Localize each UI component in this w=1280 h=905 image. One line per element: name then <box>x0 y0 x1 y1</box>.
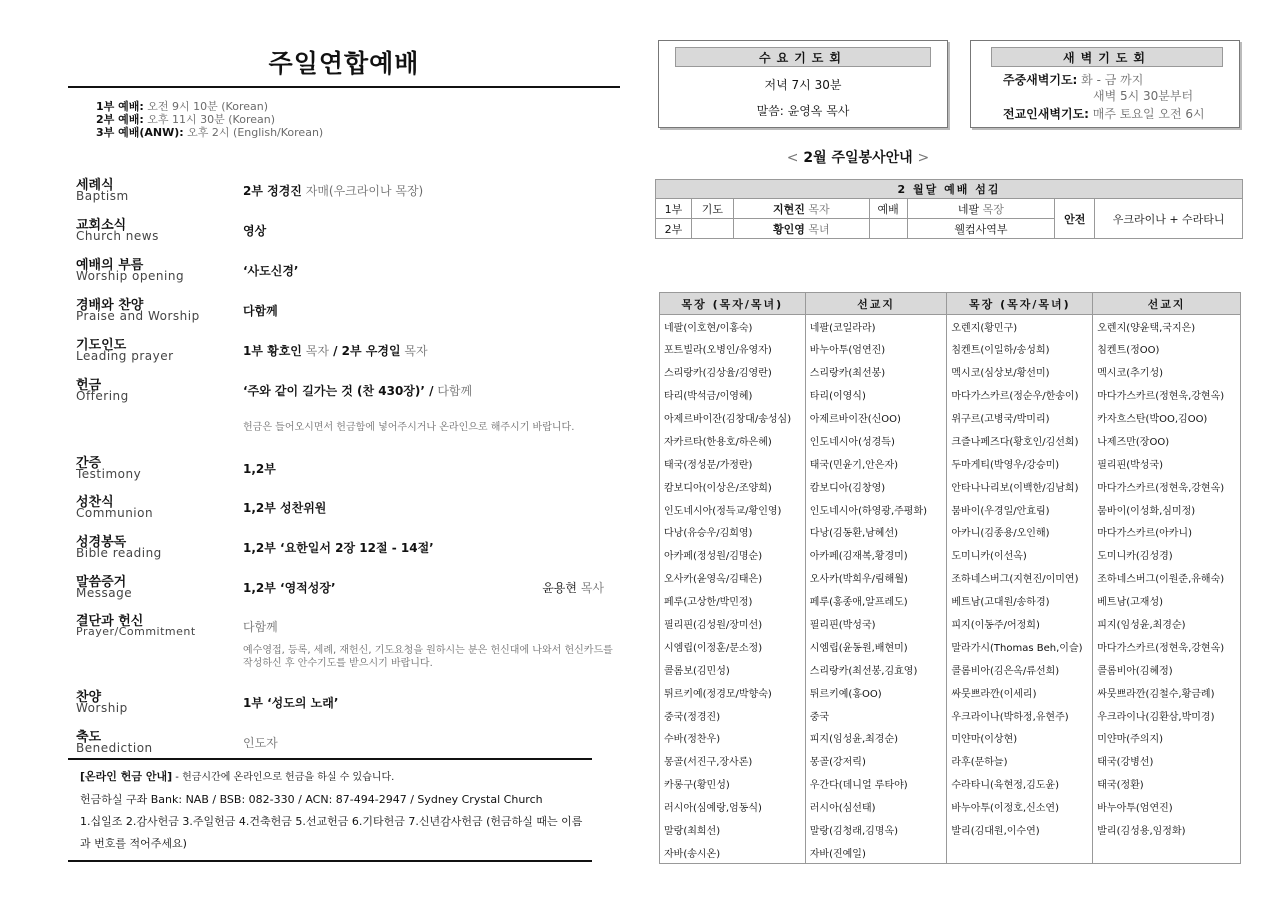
dawn-weekday-time: 새벽 5시 30분부터 <box>1093 89 1194 103</box>
mission-group-cell: 베트남(고대원/송하경) <box>947 589 1093 612</box>
mission-field-cell: 조하네스버그(이원준,유해숙) <box>1093 566 1241 589</box>
mission-group-cell: 네팔(이호현/이홍숙) <box>660 315 806 338</box>
mission-group-cell: 다낭(유승우/김희영) <box>660 521 806 544</box>
commitment-note: 예수영접, 등록, 세례, 재헌신, 기도요청을 원하시는 분은 헌신대에 나와서 헌신카드를 작성하신 후 안수기도를 받으시기 바랍니다. <box>243 645 613 669</box>
mission-field-cell: 마다가스카르(정현욱,강현옥) <box>1093 383 1241 406</box>
wednesday-prayer-box <box>658 40 948 128</box>
mission-header-group-1: 목장 (목자/목녀) <box>660 293 806 315</box>
mission-field-cell: 침켄트(정OO) <box>1093 337 1241 360</box>
mission-group-cell: 오렌지(황민구) <box>947 315 1093 338</box>
mission-field-cell: 중국 <box>805 704 947 727</box>
mission-group-cell: 튀르키예(정경모/박향숙) <box>660 681 806 704</box>
mission-field-cell: 스리랑카(최선봉) <box>805 360 947 383</box>
dawn-weekday-line: 주중새벽기도: 화 - 금 까지 <box>1003 73 1144 87</box>
table-row <box>660 704 1241 727</box>
mission-field-cell: 마다가스카르(정현욱,강현옥) <box>1093 475 1241 498</box>
table-row <box>660 406 1241 429</box>
mission-field-cell: 인도네시아(성경득) <box>805 429 947 452</box>
mission-group-cell: 카롱구(황민성) <box>660 772 806 795</box>
table-row <box>660 360 1241 383</box>
table-row <box>660 727 1241 750</box>
mission-group-cell: 아제르바이잔(김창대/송성심) <box>660 406 806 429</box>
february-table-header: 2 월달 예배 섬김 <box>656 180 1243 199</box>
mission-field-cell: 아제르바이잔(신OO) <box>805 406 947 429</box>
mission-field-cell: 튀르키예(홍OO) <box>805 681 947 704</box>
table-row <box>660 589 1241 612</box>
mission-group-cell: 시엠립(이정훈/문소정) <box>660 635 806 658</box>
mission-group-cell: 발리(김대원,이수연) <box>947 818 1093 841</box>
mission-group-cell: 수바(정찬우) <box>660 727 806 750</box>
chevron-left-icon: < <box>786 150 799 166</box>
table-row <box>660 772 1241 795</box>
mission-group-cell: 몽골(서진구,장사론) <box>660 749 806 772</box>
mission-group-cell: 크즐나페즈다(황호인/김선희) <box>947 429 1093 452</box>
mission-group-cell <box>947 841 1093 864</box>
mission-header-field-2: 선교지 <box>1093 293 1241 315</box>
mission-field-cell: 말랑(김청래,김명옥) <box>805 818 947 841</box>
mission-group-cell: 아카니(김종용/오인해) <box>947 521 1093 544</box>
mission-field-cell: 발리(김성용,임정화) <box>1093 818 1241 841</box>
mission-group-cell: 러시아(심예랑,엄동식) <box>660 795 806 818</box>
online-offering-title: [온라인 헌금 안내] <box>80 770 173 783</box>
mission-field-cell: 멕시코(추기성) <box>1093 360 1241 383</box>
mission-group-cell: 멕시코(심상보/황선미) <box>947 360 1093 383</box>
mission-group-cell: 마다가스카르(정순우/한송이) <box>947 383 1093 406</box>
mission-field-cell: 캄보디아(김창영) <box>805 475 947 498</box>
mission-group-cell: 말라가시(Thomas Beh,이슬) <box>947 635 1093 658</box>
mission-field-cell: 다낭(김동환,남혜선) <box>805 521 947 544</box>
mission-group-cell: 인도네시아(정득교/황인영) <box>660 498 806 521</box>
mission-field-cell: 우간다(데니얼 루타야) <box>805 772 947 795</box>
mission-field-cell: 스리랑카(최선봉,김효영) <box>805 658 947 681</box>
table-row: 1부 기도 지현진 목자 예배 네팔 목장 안전 우크라이나 + 수라타니 <box>656 199 1243 219</box>
mission-group-cell: 타리(박석금/이영혜) <box>660 383 806 406</box>
offering-note: 헌금은 들어오시면서 헌금함에 넣어주시거나 온라인으로 해주시기 바랍니다. <box>243 422 575 433</box>
table-row <box>660 749 1241 772</box>
mission-field-cell: 마다가스카르(정현욱,강현옥) <box>1093 635 1241 658</box>
mission-group-cell: 싸뭇쁘라깐(이세리) <box>947 681 1093 704</box>
mission-field-cell: 태국(강병선) <box>1093 749 1241 772</box>
dawn-prayer-title: 새벽기도회 <box>991 47 1223 67</box>
mission-field-cell: 몽골(강저릭) <box>805 749 947 772</box>
mission-group-cell: 중국(정경진) <box>660 704 806 727</box>
guide-title: < 2월 주일봉사안내 > <box>786 150 930 166</box>
february-service-table <box>655 179 1243 239</box>
mission-table <box>659 292 1241 864</box>
online-offering-types: 1.십일조 2.감사헌금 3.주일헌금 4.건축헌금 5.선교헌금 6.기타헌금 7.신년감사헌금 (헌금하실 때는 이름과 번호를 적어주세요) <box>80 815 583 850</box>
table-row <box>660 337 1241 360</box>
mission-field-cell: 오렌지(양윤택,국지은) <box>1093 315 1241 338</box>
mission-group-cell: 콜롬보(김민성) <box>660 658 806 681</box>
mission-group-cell: 페루(고상한/박민정) <box>660 589 806 612</box>
wednesday-prayer-title: 수요기도회 <box>675 47 931 67</box>
online-offering-box <box>68 758 592 862</box>
mission-group-cell: 콜롬비아(김은옥/류선희) <box>947 658 1093 681</box>
table-row <box>660 681 1241 704</box>
table-row <box>660 315 1241 338</box>
mission-field-cell: 필리핀(박성국) <box>1093 452 1241 475</box>
mission-field-cell: 바누아투(엄연진) <box>1093 795 1241 818</box>
mission-field-cell: 페루(홍종애,알프레도) <box>805 589 947 612</box>
mission-group-cell: 우크라이나(박하정,유현주) <box>947 704 1093 727</box>
mission-group-cell: 자카르타(한용호/하은혜) <box>660 429 806 452</box>
mission-field-cell: 피지(임성윤,최경순) <box>1093 612 1241 635</box>
wednesday-prayer-speaker: 말씀: 윤영옥 목사 <box>756 104 850 118</box>
service-time-1: 1부 예배: 오전 9시 10분 (Korean) <box>96 100 268 113</box>
worship-order-page: 주일연합예배 1부 예배: 오전 9시 10분 (Korean) 2부 예배: 오후 11시 30분 (Korean) 3부 예배(ANW): 오후 2시 (English/Korean) 세례식 Baptism 2부 정경진 자매(우크라이나 목장) 교회소식 Church news 영상 예배의 부름 Worship opening ‘사도신경’ 경배와 찬양 Praise and Worship 다함께 기도인도 Leading prayer 1부 황호인 목자 / 2부 우경일 목자 헌금 Offering ‘주와 같이 길가는 것 (찬 430장)’ / 다함께 헌금은 들어오시면서 헌금함에 넣어주시거나 온라인으로 해주시기 바랍니다. 간증 Testimony 1,2부 성찬식 Communion 1,2부 성찬위원 성경봉독 Bible reading 1,2부 ‘요한일서 2장 12절 - 14절’ 말씀증거 Message 1,2부 ‘영적성장’ 윤용현 목사 결단과 헌신 Prayer/Commitment 다함께 예수영접, 등록, 세례, 재헌신, 기도요청을 원하시는 분은 헌신대에 나와서 헌신카드를 작성하신 후 안수기도를 받으시기 바랍니다. 찬양 Worship 1부 ‘성도의 노래’ 축도 Benediction 인도자 [온라인 헌금 안내] - 헌금시간에 온라인으로 헌금을 하실 수 있습니다. 헌금하실 구좌 Bank: NAB / BSB: 082-330 / ACN: 87-494-2947 / Sydney Crystal Church 1.십일조 2.감사헌금 3.주일헌금 4.건축헌금 5.선교헌금 6.기타헌금 7.신년감사헌금 (헌금하실 때는 이름과 번호를 적어주세요) <box>68 40 620 870</box>
dawn-prayer-box <box>970 40 1240 128</box>
mission-group-cell: 두마게티(박영우/강승미) <box>947 452 1093 475</box>
mission-group-cell: 캄보디아(이상은/조양희) <box>660 475 806 498</box>
table-row: 2부 황인영 목녀 웰컴사역부 <box>656 219 1243 239</box>
mission-header-field-1: 선교지 <box>805 293 947 315</box>
mission-group-cell: 피지(이동주/어정희) <box>947 612 1093 635</box>
online-offering-bank: 헌금하실 구좌 Bank: NAB / BSB: 082-330 / ACN: 87-494-2947 / Sydney Crystal Church <box>80 793 543 806</box>
table-row <box>660 841 1241 864</box>
table-row <box>660 475 1241 498</box>
service-times <box>96 100 620 139</box>
mission-group-cell: 수라타니(육현정,김도윤) <box>947 772 1093 795</box>
table-row <box>660 818 1241 841</box>
mission-field-cell: 아카페(김재복,황경미) <box>805 543 947 566</box>
mission-field-cell: 피지(임성윤,최경순) <box>805 727 947 750</box>
table-row <box>660 452 1241 475</box>
mission-group-cell: 안타나나리보(이백한/김남희) <box>947 475 1093 498</box>
chevron-right-icon: > <box>917 150 930 166</box>
table-row <box>660 429 1241 452</box>
mission-field-cell: 태국(민윤기,안은자) <box>805 452 947 475</box>
mission-group-cell: 라후(문하늘) <box>947 749 1093 772</box>
mission-group-cell: 미얀마(이상현) <box>947 727 1093 750</box>
mission-field-cell: 오사카(박희우/림해월) <box>805 566 947 589</box>
mission-group-cell: 위구르(고병국/박미리) <box>947 406 1093 429</box>
mission-field-cell: 바누아투(엄연진) <box>805 337 947 360</box>
mission-group-cell: 말랑(최희선) <box>660 818 806 841</box>
table-row <box>660 521 1241 544</box>
mission-field-cell: 나제즈만(장OO) <box>1093 429 1241 452</box>
mission-field-cell: 싸뭇쁘라깐(김철수,황금례) <box>1093 681 1241 704</box>
mission-field-cell: 태국(정환) <box>1093 772 1241 795</box>
mission-group-cell: 스리랑카(김상율/김영란) <box>660 360 806 383</box>
mission-field-cell: 카자흐스탄(박OO,김OO) <box>1093 406 1241 429</box>
mission-group-cell: 오사카(윤영옥/김태은) <box>660 566 806 589</box>
table-row <box>660 635 1241 658</box>
table-row <box>660 566 1241 589</box>
mission-field-cell: 콜롬비아(김혜정) <box>1093 658 1241 681</box>
mission-field-cell: 도미니카(김성경) <box>1093 543 1241 566</box>
mission-group-cell: 필리핀(김성원/장미선) <box>660 612 806 635</box>
service-time-2: 2부 예배: 오후 11시 30분 (Korean) <box>96 113 275 126</box>
mission-group-cell: 자바(송시온) <box>660 841 806 864</box>
mission-field-cell: 우크라이나(김환삼,박미경) <box>1093 704 1241 727</box>
mission-field-cell: 인도네시아(하영광,주평화) <box>805 498 947 521</box>
online-offering-desc: - 헌금시간에 온라인으로 헌금을 하실 수 있습니다. <box>172 772 395 783</box>
mission-group-cell: 바누아투(이정호,신소연) <box>947 795 1093 818</box>
table-row <box>660 498 1241 521</box>
table-row <box>660 795 1241 818</box>
table-row <box>660 612 1241 635</box>
mission-group-cell: 아카페(정성원/김명순) <box>660 543 806 566</box>
table-row <box>660 658 1241 681</box>
mission-field-cell: 뭄바이(이성화,심미정) <box>1093 498 1241 521</box>
page-title: 주일연합예배 <box>68 40 620 88</box>
mission-group-cell: 조하네스버그(지현진/이미연) <box>947 566 1093 589</box>
table-row <box>660 543 1241 566</box>
mission-field-cell: 베트남(고재성) <box>1093 589 1241 612</box>
mission-field-cell: 시엠립(윤동원,배현미) <box>805 635 947 658</box>
mission-field-cell: 네팔(코일라라) <box>805 315 947 338</box>
mission-group-cell: 도미니카(이선옥) <box>947 543 1093 566</box>
mission-group-cell: 태국(정성문/가정란) <box>660 452 806 475</box>
service-time-3: 3부 예배(ANW): 오후 2시 (English/Korean) <box>96 126 324 139</box>
dawn-saturday-line: 전교인새벽기도: 매주 토요일 오전 6시 <box>1003 107 1205 121</box>
mission-field-cell: 미얀마(주의지) <box>1093 727 1241 750</box>
mission-group-cell: 포트빌라(오병인/유영자) <box>660 337 806 360</box>
mission-field-cell: 러시아(심선태) <box>805 795 947 818</box>
mission-field-cell <box>1093 841 1241 864</box>
mission-header-group-2: 목장 (목자/목녀) <box>947 293 1093 315</box>
wednesday-prayer-time: 저녁 7시 30분 <box>764 78 842 92</box>
mission-group-cell: 침켄트(이일하/송성희) <box>947 337 1093 360</box>
mission-field-cell: 자바(진예일) <box>805 841 947 864</box>
mission-field-cell: 마다가스카르(아카니) <box>1093 521 1241 544</box>
mission-field-cell: 필리핀(박성국) <box>805 612 947 635</box>
table-row <box>660 383 1241 406</box>
mission-field-cell: 타리(이영식) <box>805 383 947 406</box>
mission-group-cell: 뭄바이(우경일/안효림) <box>947 498 1093 521</box>
